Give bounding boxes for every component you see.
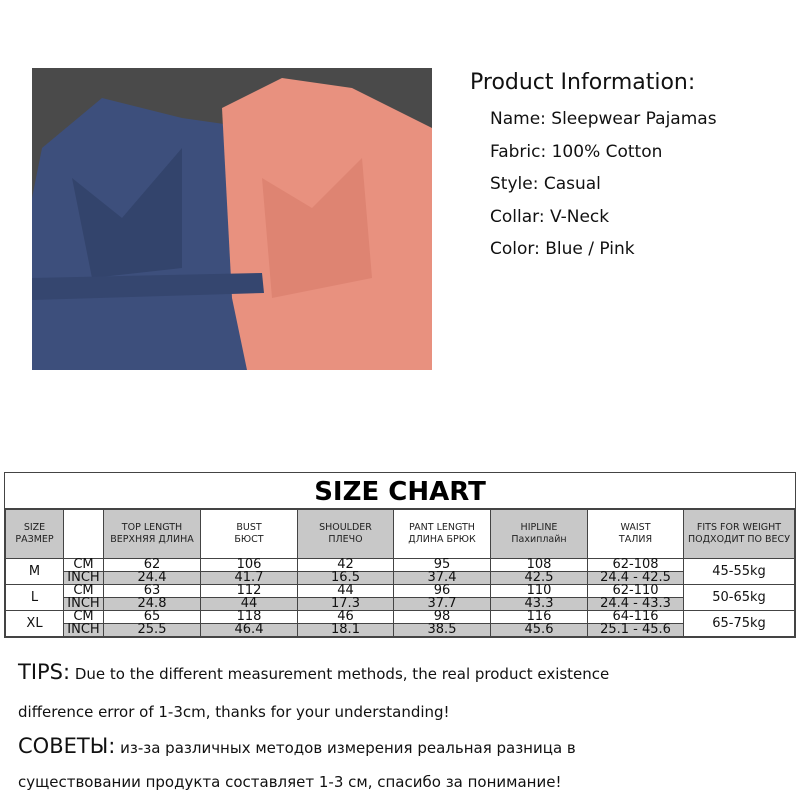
table-row <box>6 572 795 585</box>
size-chart-title: SIZE CHART <box>5 473 795 509</box>
product-information <box>470 70 717 272</box>
tips-ru-line2: существовании продукта составляет 1-3 см, спасибо за понимание! <box>18 773 562 791</box>
cm-cell: 96 <box>394 585 491 598</box>
inch-cell: 16.5 <box>298 572 394 585</box>
inch-cell: 24.4 <box>104 572 201 585</box>
inch-cell: 25.5 <box>104 624 201 637</box>
inch-cell: 25.1 - 45.6 <box>588 624 684 637</box>
cm-cell: 62-108 <box>588 559 684 572</box>
cm-cell: CM <box>64 585 104 598</box>
cm-cell: 118 <box>201 611 298 624</box>
cm-cell: CM <box>64 611 104 624</box>
inch-cell: 37.7 <box>394 598 491 611</box>
table-row <box>6 611 795 624</box>
info-title: Product Information: <box>470 70 696 95</box>
inch-cell: 24.4 - 42.5 <box>588 572 684 585</box>
info-name: Name: Sleepwear Pajamas <box>490 109 717 129</box>
info-fabric: Fabric: 100% Cotton <box>490 141 663 162</box>
inch-cell: 42.5 <box>491 572 588 585</box>
column-header: SHOULDER ПЛЕЧО <box>298 510 394 559</box>
inch-cell: 18.1 <box>298 624 394 637</box>
size-cell: M <box>6 559 64 585</box>
header-row <box>6 510 795 559</box>
cm-cell: CM <box>64 559 104 572</box>
tips-ru-text: из-за различных методов измерения реальная разница в <box>120 739 576 757</box>
weight-cell: 65-75kg <box>684 611 795 637</box>
cm-cell: 64-116 <box>588 611 684 624</box>
size-chart <box>4 472 796 638</box>
tips-text: Due to the different measurement methods, the real product existence <box>74 665 610 683</box>
column-header: PANT LENGTH ДЛИНА БРЮК <box>394 510 491 559</box>
inch-cell: 45.6 <box>491 624 588 637</box>
tips-label: TIPS: <box>18 660 71 684</box>
product-photo <box>32 68 432 370</box>
inch-cell: 17.3 <box>298 598 394 611</box>
inch-cell: 43.3 <box>491 598 588 611</box>
column-header: FITS FOR WEIGHT ПОДХОДИТ ПО ВЕСУ <box>684 510 795 559</box>
tips-en-line2: difference error of 1-3cm, thanks for your understanding! <box>18 703 450 721</box>
inch-cell: 41.7 <box>201 572 298 585</box>
cm-cell: 63 <box>104 585 201 598</box>
cm-cell: 62-110 <box>588 585 684 598</box>
column-header <box>64 510 104 559</box>
cm-cell: 110 <box>491 585 588 598</box>
cm-cell: 98 <box>394 611 491 624</box>
cm-cell: 44 <box>298 585 394 598</box>
tips-ru-label: СОВЕТЫ: <box>18 734 116 758</box>
weight-cell: 45-55kg <box>684 559 795 585</box>
cm-cell: 95 <box>394 559 491 572</box>
size-table <box>5 509 795 637</box>
tips-ru-line1 <box>18 734 576 758</box>
cm-cell: 42 <box>298 559 394 572</box>
inch-cell: 38.5 <box>394 624 491 637</box>
table-row <box>6 585 795 598</box>
column-header: WAIST ТАЛИЯ <box>588 510 684 559</box>
column-header: SIZE РАЗМЕР <box>6 510 64 559</box>
info-style: Style: Casual <box>490 174 601 194</box>
cm-cell: 46 <box>298 611 394 624</box>
column-header: HIPLINE Пахиплайн <box>491 510 588 559</box>
inch-cell: 24.8 <box>104 598 201 611</box>
inch-cell: INCH <box>64 598 104 611</box>
size-cell: XL <box>6 611 64 637</box>
tips-en-line1 <box>18 660 609 684</box>
table-row <box>6 559 795 572</box>
table-row <box>6 624 795 637</box>
inch-cell: 46.4 <box>201 624 298 637</box>
cm-cell: 108 <box>491 559 588 572</box>
column-header: BUST БЮСТ <box>201 510 298 559</box>
inch-cell: 44 <box>201 598 298 611</box>
inch-cell: 37.4 <box>394 572 491 585</box>
inch-cell: INCH <box>64 624 104 637</box>
cm-cell: 62 <box>104 559 201 572</box>
table-row <box>6 598 795 611</box>
cm-cell: 65 <box>104 611 201 624</box>
inch-cell: INCH <box>64 572 104 585</box>
cm-cell: 106 <box>201 559 298 572</box>
info-color: Color: Blue / Pink <box>490 239 635 259</box>
cm-cell: 116 <box>491 611 588 624</box>
column-header: TOP LENGTH ВЕРХНЯЯ ДЛИНА <box>104 510 201 559</box>
cm-cell: 112 <box>201 585 298 598</box>
inch-cell: 24.4 - 43.3 <box>588 598 684 611</box>
size-cell: L <box>6 585 64 611</box>
info-collar: Collar: V-Neck <box>490 206 610 227</box>
weight-cell: 50-65kg <box>684 585 795 611</box>
